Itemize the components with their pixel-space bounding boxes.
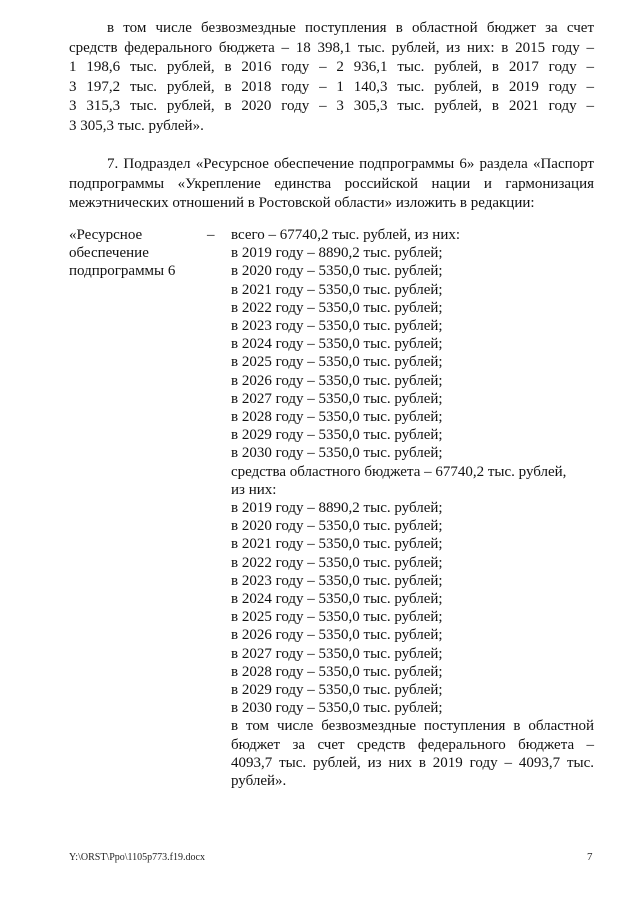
total-year-line: в 2024 году – 5350,0 тыс. рублей; bbox=[231, 336, 443, 353]
passport-label bbox=[69, 226, 209, 281]
intro-paragraph bbox=[69, 19, 594, 136]
intro-line: в том числе безвозмездные поступления в областной бюджет за счет bbox=[107, 20, 594, 36]
total-year-line: в 2023 году – 5350,0 тыс. рублей; bbox=[231, 318, 443, 335]
intro-line: 3 305,3 тыс. рублей». bbox=[69, 117, 204, 134]
regional-year-line: в 2026 году – 5350,0 тыс. рублей; bbox=[231, 627, 443, 644]
intro-line: 1 198,6 тыс. рублей, в 2016 году – 2 936,1 тыс. рублей, в 2017 году – bbox=[69, 59, 594, 75]
intro-line: средств федерального бюджета – 18 398,1 тыс. рублей, из них: в 2015 году – bbox=[69, 39, 594, 56]
regional-budget-line: средства областного бюджета – 67740,2 тыс. рублей, bbox=[231, 463, 567, 480]
regional-year-line: в 2019 году – 8890,2 тыс. рублей; bbox=[231, 500, 443, 517]
intro-line: 3 197,2 тыс. рублей, в 2018 году – 1 140,3 тыс. рублей, в 2019 году – bbox=[69, 78, 594, 95]
federal-line: бюджет за счет средств федерального бюджета – bbox=[231, 736, 594, 753]
regional-year-line: в 2030 году – 5350,0 тыс. рублей; bbox=[231, 700, 443, 717]
footer-file-path: Y:\ORST\Ppo\1105p773.f19.docx bbox=[69, 852, 205, 863]
total-year-line: в 2026 году – 5350,0 тыс. рублей; bbox=[231, 372, 443, 389]
regional-year-line: в 2021 году – 5350,0 тыс. рублей; bbox=[231, 536, 443, 553]
section-7-line: межэтнических отношений в Ростовской области» изложить в редакции: bbox=[69, 195, 535, 211]
regional-year-line: в 2023 году – 5350,0 тыс. рублей; bbox=[231, 572, 443, 589]
page-number: 7 bbox=[587, 851, 593, 863]
passport-label-line: обеспечение bbox=[69, 245, 149, 262]
total-year-line: в 2029 году – 5350,0 тыс. рублей; bbox=[231, 427, 443, 444]
section-7-paragraph bbox=[69, 155, 594, 214]
regional-year-line: в 2028 году – 5350,0 тыс. рублей; bbox=[231, 663, 443, 680]
total-year-line: в 2027 году – 5350,0 тыс. рублей; bbox=[231, 390, 443, 407]
regional-year-line: в 2027 году – 5350,0 тыс. рублей; bbox=[231, 645, 443, 662]
federal-line: в том числе безвозмездные поступления в областной bbox=[231, 718, 594, 735]
regional-year-line: в 2025 году – 5350,0 тыс. рублей; bbox=[231, 609, 443, 626]
regional-year-line: в 2020 году – 5350,0 тыс. рублей; bbox=[231, 518, 443, 535]
regional-year-line: в 2029 году – 5350,0 тыс. рублей; bbox=[231, 682, 443, 699]
section-7-line: подпрограммы «Укрепление единства российской нации и гармонизация bbox=[69, 175, 594, 192]
federal-line: рублей». bbox=[231, 773, 287, 790]
passport-dash: – bbox=[207, 227, 215, 243]
total-year-line: в 2019 году – 8890,2 тыс. рублей; bbox=[231, 245, 443, 262]
total-year-line: в 2030 году – 5350,0 тыс. рублей; bbox=[231, 445, 443, 462]
passport-label-line: «Ресурсное bbox=[69, 227, 143, 243]
total-year-line: в 2020 году – 5350,0 тыс. рублей; bbox=[231, 263, 443, 280]
total-line: всего – 67740,2 тыс. рублей, из них: bbox=[231, 227, 461, 243]
intro-line: 3 315,3 тыс. рублей, в 2020 году – 3 305,3 тыс. рублей, в 2021 году – bbox=[69, 98, 594, 114]
total-year-line: в 2021 году – 5350,0 тыс. рублей; bbox=[231, 281, 443, 298]
regional-budget-line: из них: bbox=[231, 481, 277, 498]
regional-year-line: в 2024 году – 5350,0 тыс. рублей; bbox=[231, 591, 443, 608]
passport-label-line: подпрограммы 6 bbox=[69, 263, 176, 280]
section-7-line: 7. Подраздел «Ресурсное обеспечение подпрограммы 6» раздела «Паспорт bbox=[107, 156, 594, 172]
federal-line: 4093,7 тыс. рублей, из них в 2019 году – 4093,7 тыс. bbox=[231, 754, 594, 771]
regional-year-line: в 2022 году – 5350,0 тыс. рублей; bbox=[231, 554, 443, 571]
total-year-line: в 2025 году – 5350,0 тыс. рублей; bbox=[231, 354, 443, 371]
passport-values bbox=[231, 226, 594, 790]
total-year-line: в 2022 году – 5350,0 тыс. рублей; bbox=[231, 299, 443, 316]
total-year-line: в 2028 году – 5350,0 тыс. рублей; bbox=[231, 409, 443, 426]
